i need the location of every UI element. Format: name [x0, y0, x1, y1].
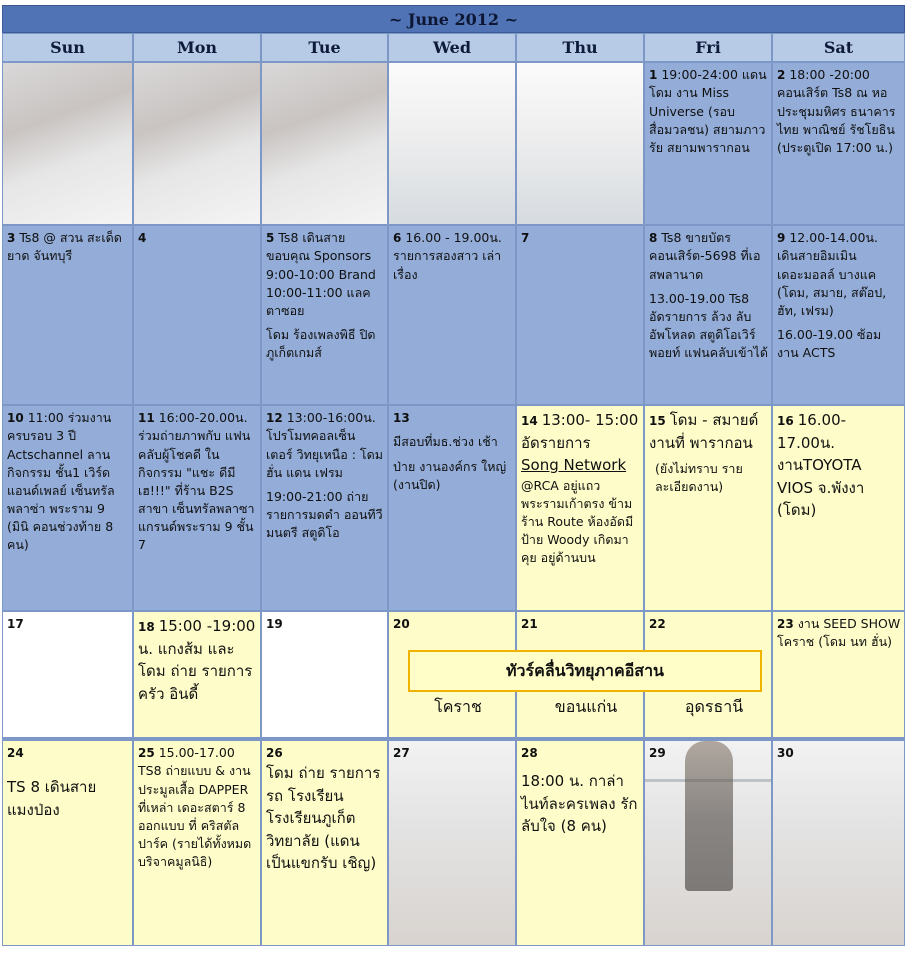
day-event: 11:00 ร่วมงาน ครบรอบ 3 ปี Actschannel ลาน กิจกรรม ชั้น1 เวิร์ดแอนด์เพลย์ เซ็นทรัลพลาซ่า พระราม 9 (มินิ คอนช่วงท้าย 8 คน)	[7, 410, 118, 553]
day-event: 16.00-17.00น. งานTOYOTA VIOS จ.พังงา (โดม)	[777, 411, 870, 519]
day-cell[interactable]	[2, 225, 133, 405]
day-number: 11	[138, 411, 155, 425]
day-event-secondary: @RCA อยู่แถว พระรามเก้าตรง ข้ามร้าน Route ห้องอัดมีป้าย Woody เกิดมาคุย อยู่ด้านบน	[521, 477, 634, 565]
day-cell-empty-photo	[388, 62, 516, 225]
day-cell[interactable]	[261, 740, 388, 946]
week-row-5	[2, 738, 905, 946]
week-row-2	[2, 225, 905, 405]
day-cell[interactable]	[772, 405, 905, 611]
day-number: 7	[521, 231, 530, 245]
weekday-thu: Thu	[516, 33, 644, 62]
day-number: 5	[266, 231, 275, 245]
day-number: 4	[138, 231, 147, 245]
day-number: 28	[521, 746, 538, 760]
weekday-mon: Mon	[133, 33, 261, 62]
day-number: 9	[777, 231, 786, 245]
day-cell[interactable]	[133, 611, 261, 738]
day-cell[interactable]	[516, 405, 644, 611]
day-number: 27	[393, 746, 410, 760]
day-cell[interactable]	[772, 62, 905, 225]
day-cell[interactable]	[388, 405, 516, 611]
day-event: 15:00 -19:00 น. แกงส้ม และ โดม ถ่าย รายการครัว อินดี้	[138, 617, 261, 703]
day-number: 3	[7, 231, 16, 245]
tour-city-udonthani: อุดรธานี	[684, 697, 744, 716]
weekday-sun: Sun	[2, 33, 133, 62]
day-event: โดม ถ่าย รายการรถ โรงเรียน โรงเรียนภูเก็ต วิทยาลัย (แดน เป็นแขกรับ เชิญ)	[266, 764, 381, 873]
day-number: 30	[777, 746, 794, 760]
day-number: 24	[7, 746, 24, 760]
day-number: 13	[393, 411, 410, 425]
day-number: 2	[777, 68, 786, 82]
day-number: 6	[393, 231, 402, 245]
day-event: 16:00-20.00น. ร่วมถ่ายภาพกับ แฟนคลับผู้โชคดี ในกิจกรรม "แชะ ดีมีเฮ!!!" ที่ร้าน B2S สาขา เซ็นทรัลพลาซา แกรนด์พระราม 9 ชั้น 7	[138, 410, 259, 553]
day-event-secondary: ป่าย งานองค์กร ใหญ่ (งานปิด)	[393, 458, 511, 492]
day-cell[interactable]	[2, 740, 133, 946]
day-cell[interactable]	[772, 611, 905, 738]
weekday-header-row	[2, 33, 905, 62]
day-cell[interactable]	[2, 405, 133, 611]
day-cell-empty-photo	[2, 62, 133, 225]
day-number: 21	[521, 617, 538, 631]
day-cell[interactable]	[261, 405, 388, 611]
day-number: 22	[649, 617, 666, 631]
day-number: 8	[649, 231, 658, 245]
day-cell[interactable]	[644, 62, 772, 225]
tour-city-korat: โคราช	[434, 697, 482, 716]
day-event: Ts8 ขายบัตร คอนเสิร์ต-5698 ที่เอสพลานาด	[649, 230, 761, 282]
day-cell[interactable]	[644, 405, 772, 611]
weekday-tue: Tue	[261, 33, 388, 62]
day-cell[interactable]	[133, 405, 261, 611]
day-event: 15.00-17.00 TS8 ถ่ายแบบ & งานประมูลเสื้อ DAPPER ที่เหล่า เดอะสตาร์ 8 ออกแบบ ที่ คริสตัลปาร์ค (รายได้ทั้งหมด บริจาคมูลนิธิ)	[138, 745, 256, 870]
day-number: 17	[7, 617, 24, 631]
calendar	[2, 5, 905, 955]
day-event: 13:00-16:00น. โปรโมทคอลเซ็น เตอร์ วิทยุเหนือ : โดม ฮั่น แดน เฟรม	[266, 410, 387, 480]
radio-tour-banner: ทัวร์คลื่นวิทยุภาคอีสาน	[408, 650, 762, 692]
day-cell-empty-photo	[133, 62, 261, 225]
day-event: Ts8 @ สวน สะเด็ดยาด จันทบุรี	[7, 230, 122, 264]
day-event-secondary: 13.00-19.00 Ts8 อัดรายการ ล้วง ลับอัพโหลด สตูดิโอเวิร์พอยท์ แฟนคลับเข้าได้	[649, 290, 768, 361]
day-event-secondary: 16.00-19.00 ซ้อม งาน ACTS	[777, 326, 886, 361]
calendar-grid	[2, 62, 905, 946]
day-event: 18:00 น. กาล่า ไนท์ละครเพลง รักลับใจ (8 คน)	[521, 772, 638, 836]
day-number: 1	[649, 68, 658, 82]
day-event: มีสอบที่มธ.ช่วง เช้า	[393, 434, 498, 450]
weekday-fri: Fri	[644, 33, 772, 62]
day-cell-empty-photo	[516, 62, 644, 225]
day-event-secondary: 19:00-21:00 ถ่าย รายการมดดำ ออนทีวี มนตรี สตูดิโอ	[266, 488, 387, 541]
day-cell[interactable]	[261, 611, 388, 738]
weekday-wed: Wed	[388, 33, 516, 62]
day-number: 25	[138, 746, 155, 760]
tour-city-khonkaen: ขอนแก่น	[554, 697, 618, 716]
day-event: 12.00-14.00น. เดินสายอิมเมิน เดอะมอลล์ บางแค (โดม, สมาย, สต๊อป, ฮัท, เฟรม)	[777, 230, 891, 318]
song-network-link[interactable]: Song Network	[521, 456, 627, 474]
day-number: 16	[777, 414, 794, 428]
day-cell[interactable]	[133, 740, 261, 946]
day-number: 14	[521, 414, 538, 428]
day-cell[interactable]	[133, 225, 261, 405]
weekday-sat: Sat	[772, 33, 905, 62]
day-cell[interactable]	[644, 225, 772, 405]
day-event: 19:00-24:00 แดน โดม งาน Miss Universe (รอบสื่อมวลชน) สยามภาวรัย สยามพารากอน	[649, 67, 771, 155]
day-event-secondary: โดม ร้องเพลงพิธี ปิดภูเก็ตเกมส์	[266, 326, 376, 361]
day-number: 26	[266, 746, 283, 760]
day-cell[interactable]	[388, 740, 516, 946]
week-row-1	[2, 62, 905, 225]
day-cell[interactable]	[2, 611, 133, 738]
day-cell[interactable]	[516, 740, 644, 946]
day-number: 18	[138, 620, 155, 634]
day-cell-empty-photo	[261, 62, 388, 225]
week-row-3	[2, 405, 905, 611]
day-cell[interactable]	[772, 225, 905, 405]
day-number: 19	[266, 617, 283, 631]
day-event: งาน SEED SHOW โคราช (โดม นท ฮั่น)	[777, 616, 905, 650]
month-title: ~ June 2012 ~	[2, 5, 905, 33]
day-number: 23	[777, 617, 794, 631]
day-number: 15	[649, 414, 666, 428]
day-cell[interactable]	[261, 225, 388, 405]
day-event: 18:00 -20:00 คอนเสิร์ต Ts8 ณ หอประชุมมหิศร ธนาคารไทย พาณิชย์ รัชโยธิน (ประตูเปิด 17:00 น.)	[777, 67, 899, 155]
day-event: Ts8 เดินสาย ขอบคุณ Sponsors 9:00-10:00 Brand 10:00-11:00 แลค ตาซอย	[266, 230, 380, 318]
day-cell[interactable]	[644, 740, 772, 946]
day-number: 20	[393, 617, 410, 631]
photo-person-figure	[685, 741, 733, 891]
day-number: 12	[266, 411, 283, 425]
day-cell[interactable]	[772, 740, 905, 946]
day-cell[interactable]	[388, 225, 516, 405]
day-cell[interactable]	[516, 225, 644, 405]
day-event: TS 8 เดินสาย แมงป่อง	[7, 778, 102, 819]
day-event-secondary: (ยังไม่ทราบ รายละเอียดงาน)	[655, 461, 743, 495]
day-event: โดม - สมายด์ งานที่ พารากอน	[649, 411, 764, 452]
day-event: 16.00 - 19.00น. รายการสองสาว เล่าเรื่อง	[393, 230, 506, 282]
day-event: 13:00- 15:00 อัดรายการ	[521, 411, 644, 452]
day-number: 29	[649, 746, 666, 760]
day-number: 10	[7, 411, 24, 425]
